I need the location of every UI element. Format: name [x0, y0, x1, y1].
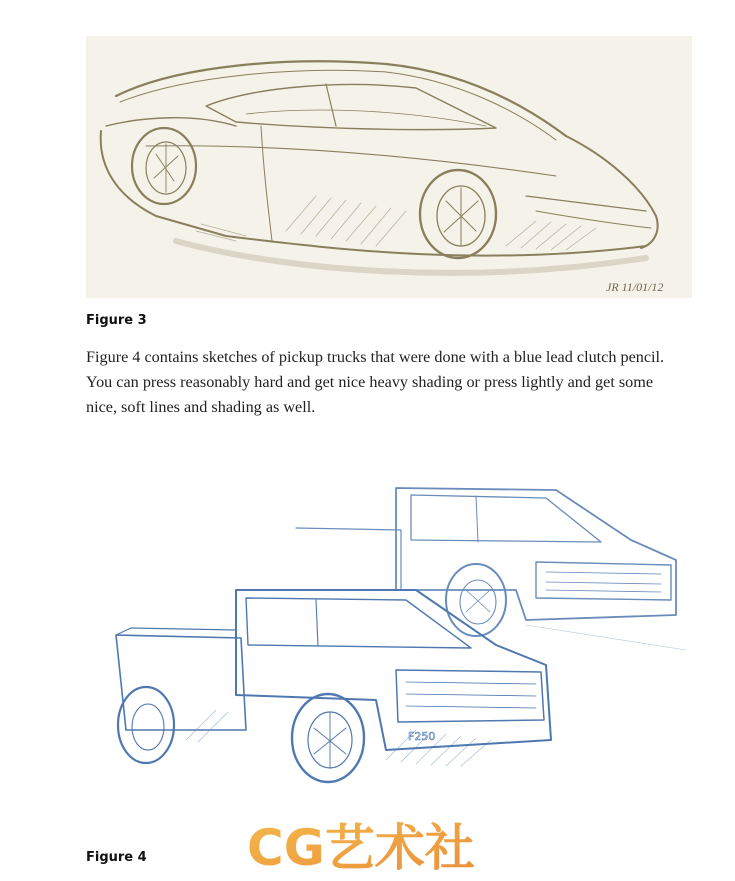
front-truck-drawing — [116, 590, 551, 782]
car-sketch-illustration — [86, 36, 692, 298]
figure-3-caption: Figure 3 — [86, 313, 147, 328]
truck-sketch-illustration — [86, 440, 694, 825]
sketch-signature: JR 11/01/12 — [606, 280, 664, 294]
figure-4-truck-sketch — [86, 440, 694, 825]
cg-watermark-logo — [247, 815, 497, 875]
figure-3-car-sketch — [86, 36, 692, 298]
truck-badge: F250 — [408, 730, 436, 743]
rear-truck-drawing — [296, 488, 686, 650]
body-paragraph: Figure 4 contains sketches of pickup trucks that were done with a blue lead clutch pencil. You can press reasonably hard and get nice heavy shading or press lightly and get some nice, soft lines and shading as well. — [86, 348, 665, 416]
watermark-text: CG艺术社 — [247, 819, 475, 875]
figure-4-caption: Figure 4 — [86, 850, 147, 865]
